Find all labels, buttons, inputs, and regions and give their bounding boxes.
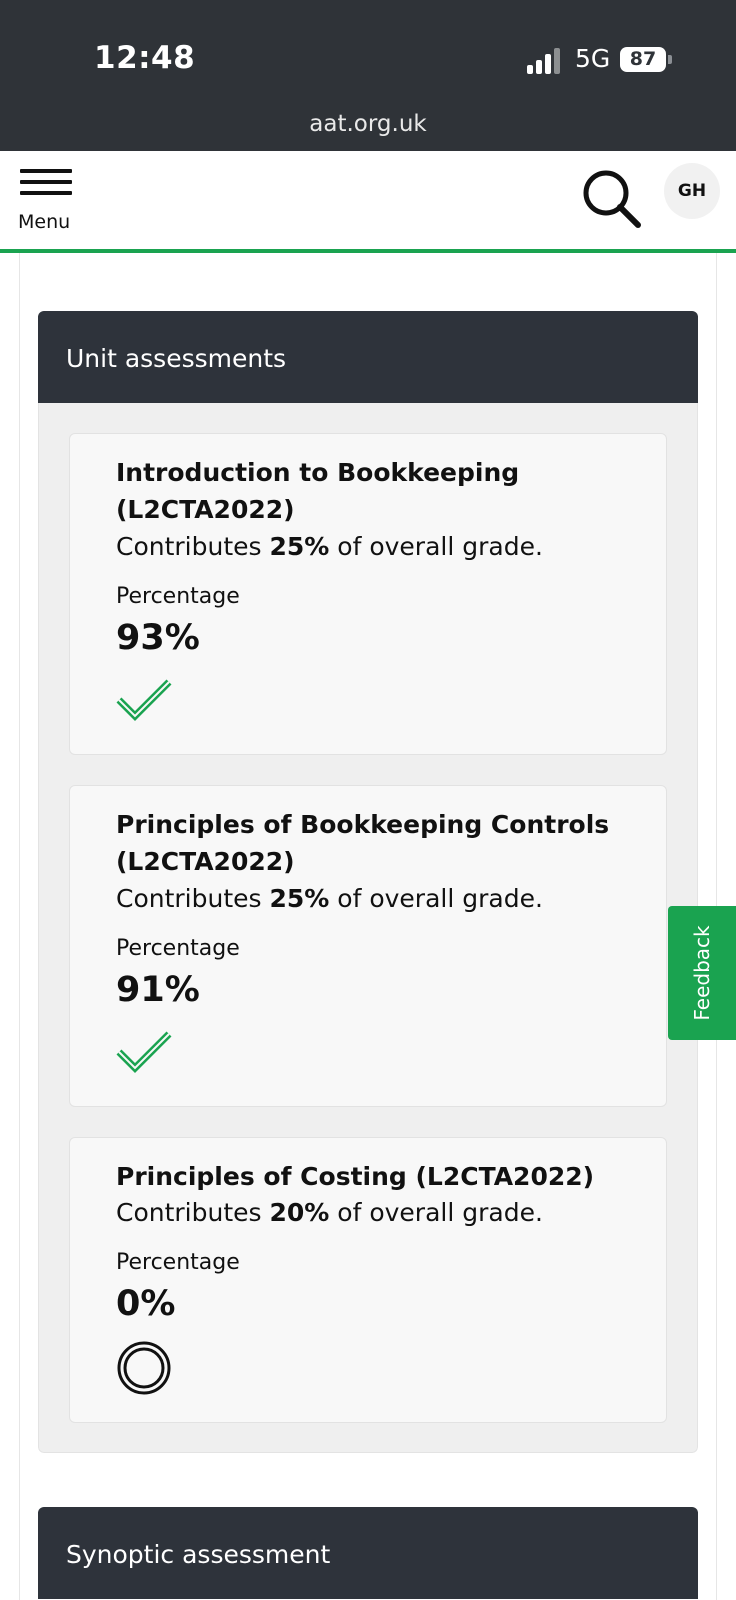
percentage-label: Percentage (116, 936, 240, 961)
percentage-value: 91% (116, 970, 200, 1010)
hamburger-icon (20, 169, 72, 173)
contribution-prefix: Contributes (116, 884, 270, 913)
status-bar (0, 0, 736, 151)
circle-icon (116, 1340, 172, 1396)
contribution-suffix: of overall grade. (329, 884, 543, 913)
unit-assessments-title: Unit assessments (38, 311, 698, 403)
contribution-prefix: Contributes (116, 1198, 270, 1227)
menu-button[interactable] (18, 169, 78, 235)
hamburger-icon-bar (20, 191, 72, 195)
percentage-value: 93% (116, 618, 200, 658)
unit-contribution (116, 880, 543, 917)
synoptic-assessment-section (38, 1507, 698, 1600)
search-icon (580, 167, 646, 233)
unit-title: Principles of Costing (L2CTA2022) (116, 1162, 595, 1191)
hamburger-icon-bar (20, 180, 72, 184)
url-bar[interactable]: aat.org.uk (309, 111, 427, 137)
feedback-label: Feedback (690, 925, 714, 1021)
unit-card (69, 1137, 667, 1423)
status-time: 12:48 (94, 40, 196, 76)
site-header (0, 151, 736, 253)
unit-title: Introduction to Bookkeeping (L2CTA2022) (116, 458, 520, 524)
unit-card (69, 433, 667, 755)
battery-tip (668, 55, 672, 64)
percentage-label: Percentage (116, 1250, 240, 1275)
contribution-value: 25% (269, 532, 330, 561)
check-icon (116, 678, 172, 724)
synoptic-assessment-title: Synoptic assessment (38, 1507, 698, 1599)
unit-assessments-body (38, 403, 698, 1453)
percentage-value: 0% (116, 1284, 176, 1324)
percentage-label: Percentage (116, 584, 240, 609)
contribution-suffix: of overall grade. (329, 532, 543, 561)
battery-icon: 87 (620, 47, 666, 72)
contribution-suffix: of overall grade. (329, 1198, 543, 1227)
contribution-value: 20% (269, 1198, 330, 1227)
contribution-prefix: Contributes (116, 532, 270, 561)
unit-assessments-section (38, 311, 698, 1453)
menu-label: Menu (18, 211, 71, 233)
search-button[interactable] (580, 167, 646, 233)
contribution-value: 25% (269, 884, 330, 913)
check-icon (116, 1030, 172, 1076)
network-type: 5G (575, 44, 611, 73)
unit-contribution (116, 528, 543, 565)
signal-icon (527, 48, 565, 74)
unit-contribution (116, 1194, 543, 1231)
feedback-button[interactable] (668, 906, 736, 1040)
unit-card (69, 785, 667, 1107)
avatar[interactable]: GH (664, 163, 720, 219)
unit-title: Principles of Bookkeeping Controls (L2CTA2022) (116, 810, 610, 876)
